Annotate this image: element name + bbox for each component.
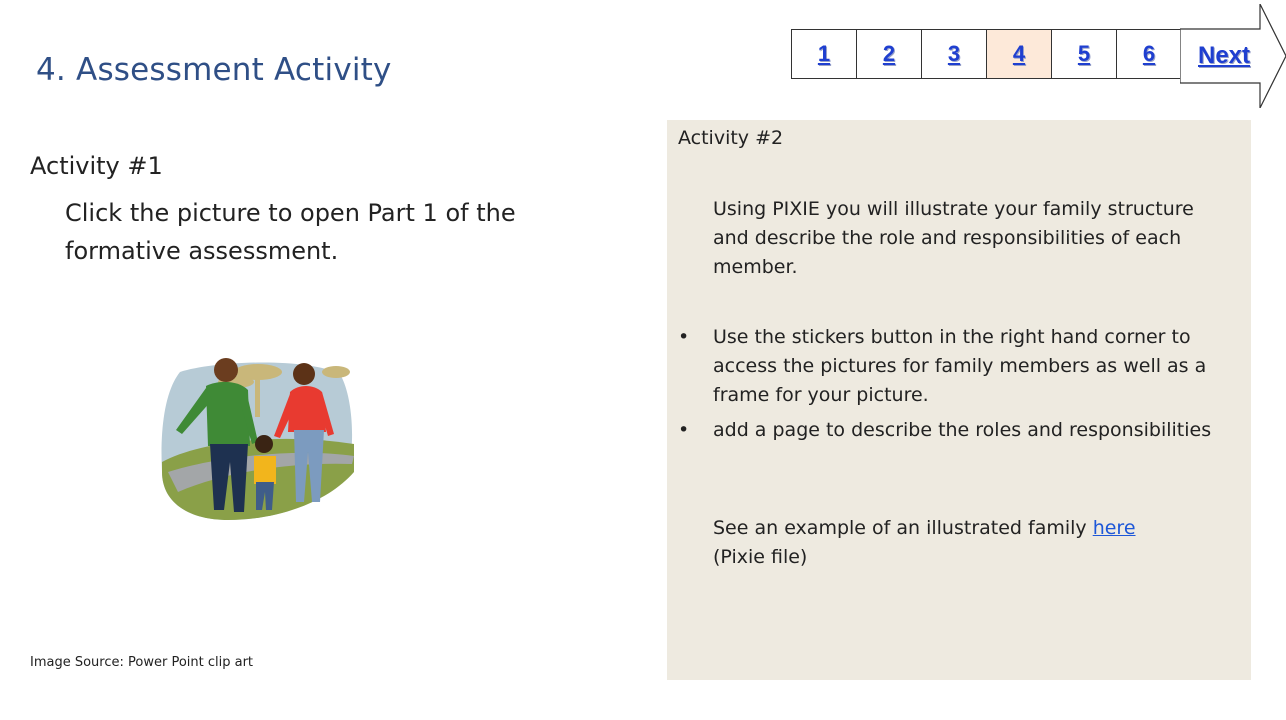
example-suffix: (Pixie file) xyxy=(713,546,808,568)
nav-page-3[interactable] xyxy=(921,29,986,79)
activity-2-intro: Using PIXIE you will illustrate your family structure and describe the role and responsibilities of each member. xyxy=(713,198,1194,278)
activity-1-heading: Activity #1 xyxy=(30,152,163,180)
bullet-icon: • xyxy=(678,419,690,441)
activity-2-bullet-2: add a page to describe the roles and responsibilities xyxy=(713,419,1212,441)
activity-2-example xyxy=(713,514,1233,572)
activity-1-section xyxy=(30,152,630,270)
nav-page-6[interactable] xyxy=(1116,29,1182,79)
activity-2-bullet-1: Use the stickers button in the right hand corner to access the pictures for family members as well as a frame for your picture. xyxy=(713,326,1207,406)
nav-page-2-link[interactable]: 2 xyxy=(882,41,896,66)
nav-page-1[interactable] xyxy=(791,29,856,79)
next-button[interactable] xyxy=(1180,4,1286,108)
nav-page-2[interactable] xyxy=(856,29,921,79)
nav-page-5-link[interactable]: 5 xyxy=(1077,41,1091,66)
activity-2-panel xyxy=(667,120,1251,680)
family-clipart-image[interactable] xyxy=(158,352,358,530)
nav-page-1-link[interactable]: 1 xyxy=(817,41,831,66)
nav-page-4[interactable] xyxy=(986,29,1051,79)
nav-page-4-link[interactable]: 4 xyxy=(1012,41,1026,66)
image-source-caption: Image Source: Power Point clip art xyxy=(30,655,254,670)
slide-title: 4. Assessment Activity xyxy=(36,52,392,88)
family-walking-icon xyxy=(158,352,358,530)
activity-2-heading: Activity #2 xyxy=(678,127,784,149)
activity-1-instruction: Click the picture to open Part 1 of the formative assessment. xyxy=(65,199,516,265)
nav-page-6-link[interactable]: 6 xyxy=(1142,41,1156,66)
bullet-icon: • xyxy=(678,326,690,348)
nav-page-3-link[interactable]: 3 xyxy=(947,41,961,66)
nav-page-5[interactable] xyxy=(1051,29,1116,79)
page-navigation xyxy=(791,29,1182,79)
next-link[interactable]: Next xyxy=(1198,42,1251,69)
example-here-link[interactable]: here xyxy=(1092,517,1136,539)
example-prefix: See an example of an illustrated family xyxy=(713,517,1093,539)
